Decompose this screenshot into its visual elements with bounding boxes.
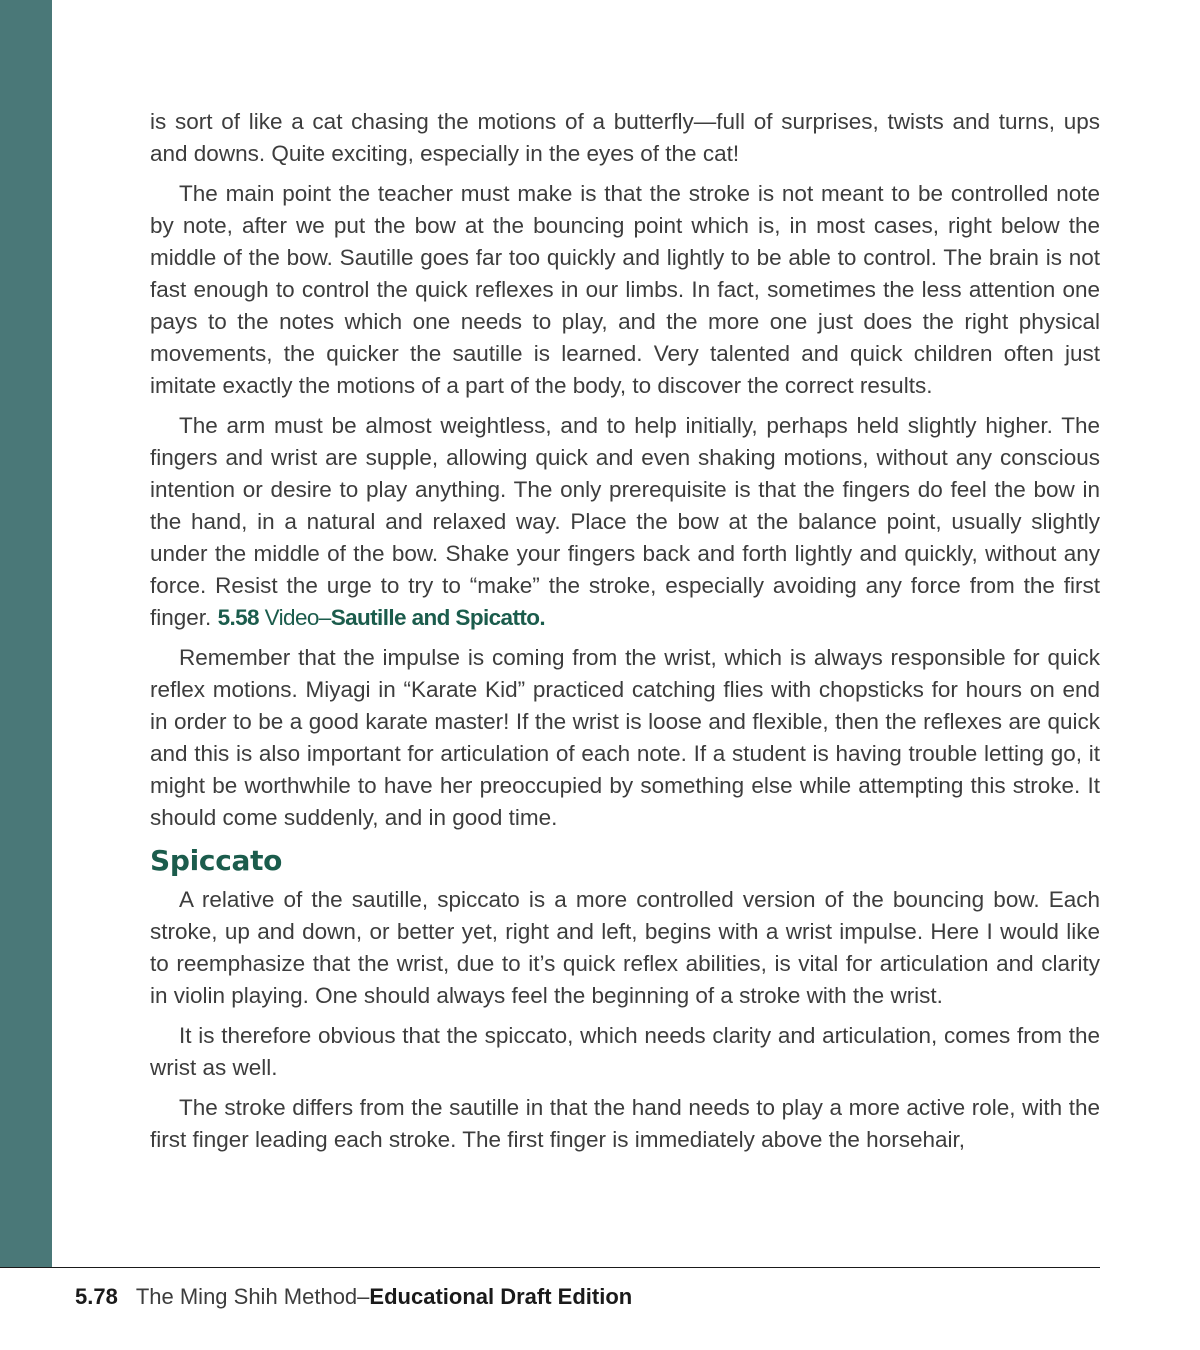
paragraph: The main point the teacher must make is that the stroke is not meant to be controlled note by note, after we put the bow at the bouncing point which is, in most cases, right below the middle of the bow. Sautille goes far too quickly and lightly to be able to control. The brain is not fast enough to control the quick reflexes in our limbs. In fact, sometimes the less attention one pays to the notes which one needs to play, and the more one just does the right physical movements, the quicker the sautille is learned. Very talented and quick children often just imitate exactly the motions of a part of the body, to discover the correct results. [150, 181, 1100, 398]
video-title: Sautille and Spicatto. [330, 605, 546, 630]
paragraph: It is therefore obvious that the spiccato, which needs clarity and articulation, comes from the wrist as well. [150, 1023, 1100, 1080]
page-footer [75, 1283, 632, 1311]
book-title: The Ming Shih Method [135, 1284, 358, 1309]
footer-separator: – [357, 1284, 370, 1309]
section-heading: Spiccato [150, 844, 283, 877]
paragraph: The stroke differs from the sautille in that the hand needs to play a more active role, with the first finger leading each stroke. The first finger is immediately above the horsehair, [150, 1095, 1100, 1152]
page-number: 5.78 [75, 1284, 118, 1309]
video-reference-link[interactable] [218, 605, 545, 630]
paragraph: Remember that the impulse is coming from the wrist, which is always responsible for quick reflex motions. Miyagi in “Karate Kid” practiced catching flies with chopsticks for hours on end in order to be a good karate master! If the wrist is loose and flexible, then the reflexes are quick and this is also important for articulation of each note. If a student is having trouble letting go, it might be worthwhile to have her preoccupied by something else while attempting this stroke. It should come suddenly, and in good time. [150, 645, 1100, 830]
paragraph: A relative of the sautille, spiccato is a more controlled version of the bouncing bow. Each stroke, up and down, or better yet, right and left, begins with a wrist impulse. Here I would like to reemphasize that the wrist, due to it’s quick reflex abilities, is vital for articulation and clarity in violin playing. One should always feel the beginning of a stroke with the wrist. [150, 887, 1100, 1008]
paragraph [150, 410, 1100, 634]
paragraph: is sort of like a cat chasing the motions of a butterfly—full of surprises, twists and turns, ups and downs. Quite exciting, especially in the eyes of the cat! [150, 109, 1100, 166]
page-margin-band [0, 0, 52, 1268]
footer-rule [0, 1267, 1100, 1268]
page-body [150, 106, 1100, 1164]
video-number: 5.58 [217, 605, 259, 630]
video-label: Video [264, 605, 319, 630]
paragraph-text: The arm must be almost weightless, and to help initially, perhaps held slightly higher. The fingers and wrist are supple, allowing quick and even shaking motions, without any conscious intention or desire to play anything. The only prerequisite is that the fingers do feel the bow in the hand, in a natural and relaxed way. Place the bow at the balance point, usually slightly under the middle of the bow. Shake your fingers back and forth lightly and quickly, without any force. Resist the urge to try to “make” the stroke, especially avoiding any force from the first finger. [150, 413, 1100, 630]
edition-label: Educational Draft Edition [369, 1284, 633, 1309]
video-separator: – [318, 605, 331, 630]
